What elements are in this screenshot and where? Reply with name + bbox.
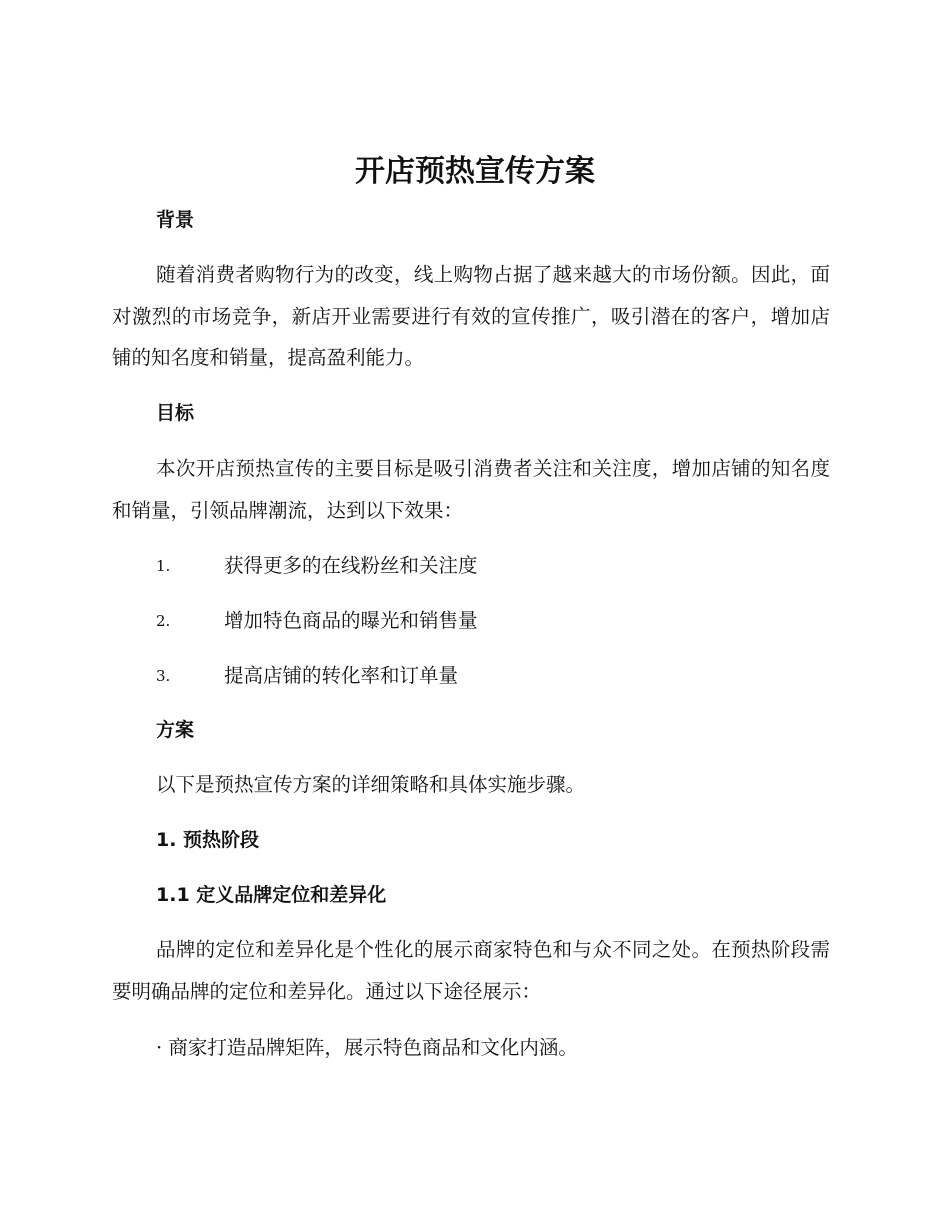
- sub-paragraph: 品牌的定位和差异化是个性化的展示商家特色和与众不同之处。在预热阶段需要明确品牌的定位和差异化。通过以下途径展示：: [112, 938, 830, 1003]
- section-heading-goal: 目标: [156, 402, 195, 424]
- list-item-text: 提高店铺的转化率和订单量: [224, 664, 459, 687]
- background-paragraph: 随着消费者购物行为的改变，线上购物占据了越来越大的市场份额。因此，面对激烈的市场竞争，新店开业需要进行有效的宣传推广，吸引潜在的客户，增加店铺的知名度和销量，提高盈利能力。: [112, 263, 830, 369]
- list-item: [156, 661, 856, 691]
- goal-paragraph: 本次开店预热宣传的主要目标是吸引消费者关注和关注度，增加店铺的知名度和销量，引领品牌潮流，达到以下效果：: [112, 457, 830, 522]
- document-title: 开店预热宣传方案: [355, 154, 595, 189]
- plan-intro: 以下是预热宣传方案的详细策略和具体实施步骤。: [156, 773, 586, 796]
- phase-heading: 1. 预热阶段: [156, 829, 260, 851]
- section-heading-background: 背景: [156, 209, 195, 231]
- list-item-text: 增加特色商品的曝光和销售量: [224, 609, 478, 632]
- list-item-text: 获得更多的在线粉丝和关注度: [224, 554, 478, 577]
- list-item: [156, 551, 856, 581]
- bullet-item: · 商家打造品牌矩阵，展示特色商品和文化内涵。: [156, 1036, 578, 1059]
- list-item: [156, 606, 856, 636]
- list-item-number: 3.: [156, 667, 171, 685]
- sub-heading: 1.1 定义品牌定位和差异化: [156, 884, 387, 906]
- section-heading-plan: 方案: [156, 719, 195, 741]
- list-item-number: 1.: [156, 557, 171, 575]
- list-item-number: 2.: [156, 612, 171, 630]
